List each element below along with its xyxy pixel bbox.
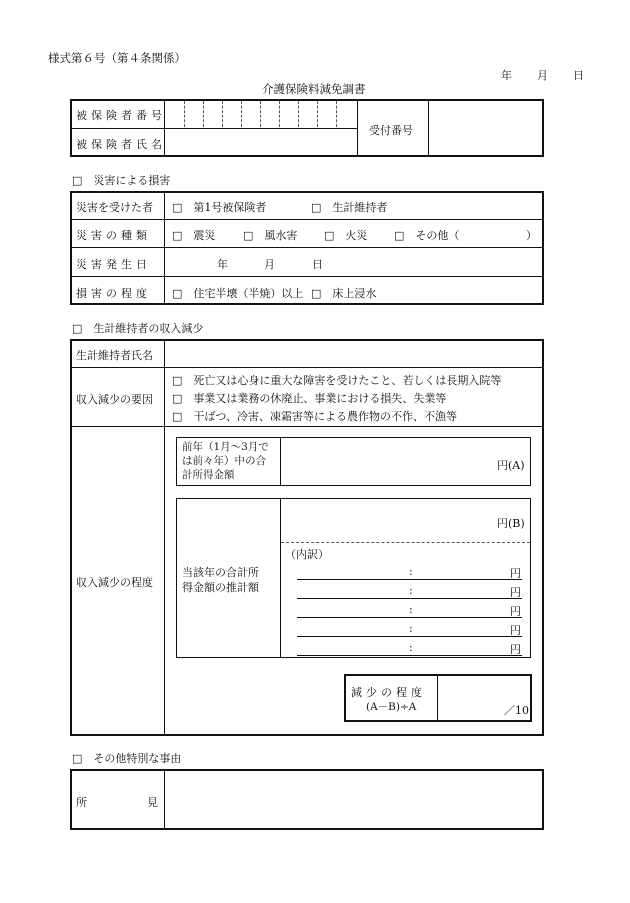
date-month: 月 xyxy=(537,69,548,82)
type-option-storm[interactable]: □ 風水害 xyxy=(243,229,298,242)
type-option-fire[interactable]: □ 火災 xyxy=(324,229,368,242)
insured-number-field[interactable] xyxy=(165,100,357,127)
receipt-number-label: 受付番号 xyxy=(369,124,413,137)
degree-option-halfdestroyed[interactable]: □ 住宅半壊（半焼）以上 xyxy=(172,287,304,300)
breakdown-unit: 円 xyxy=(510,624,521,637)
page-title: 介護保険料減免調書 xyxy=(262,82,366,96)
victim-option-supporter[interactable]: □ 生計維持者 xyxy=(311,201,388,214)
breakdown-unit: 円 xyxy=(510,643,521,656)
other-section-label: □ その他特別な事由 xyxy=(72,752,182,765)
current-unit: 円(B) xyxy=(497,517,525,530)
insured-name-label: 被保険者氏名 xyxy=(76,138,166,151)
prev-year-label-1: 前年（1月～3月で xyxy=(182,441,269,453)
disaster-date-month: 月 xyxy=(264,258,275,271)
opinion-label-1: 所 xyxy=(76,796,87,809)
date-label: 災害発生日 xyxy=(76,258,151,271)
insured-name-field[interactable] xyxy=(165,129,357,156)
breakdown-colon: : xyxy=(409,603,413,616)
breakdown-colon: : xyxy=(409,584,413,597)
degree-option-flood[interactable]: □ 床上浸水 xyxy=(311,287,377,300)
reduction-formula: (A－B)÷A xyxy=(366,701,417,713)
victim-label: 災害を受けた者 xyxy=(76,201,153,214)
opinion-field[interactable] xyxy=(166,771,542,828)
supporter-name-label: 生計維持者氏名 xyxy=(76,349,153,362)
disaster-date-day: 日 xyxy=(312,258,323,271)
income-section-label: □ 生計維持者の収入減少 xyxy=(72,322,204,335)
degree-label: 損害の程度 xyxy=(76,287,151,300)
type-option-earthquake[interactable]: □ 震災 xyxy=(172,229,216,242)
breakdown-unit: 円 xyxy=(510,605,521,618)
insured-number-label: 被保険者番号 xyxy=(76,109,166,122)
type-option-other[interactable]: □ その他（ xyxy=(394,229,460,242)
disaster-section-label: □ 災害による損害 xyxy=(72,174,171,187)
current-label-1: 当該年の合計所 xyxy=(182,566,259,579)
breakdown-unit: 円 xyxy=(510,567,521,580)
type-label: 災害の種類 xyxy=(76,229,151,242)
current-label-2: 得金額の推計額 xyxy=(182,581,259,594)
breakdown-colon: : xyxy=(409,641,413,654)
date-year: 年 xyxy=(501,69,512,82)
type-option-other-close: ） xyxy=(526,229,537,242)
receipt-number-field[interactable] xyxy=(429,100,542,155)
income-degree-label: 収入減少の程度 xyxy=(76,576,153,589)
date-day: 日 xyxy=(573,69,584,82)
cause-option-crop[interactable]: □ 干ばつ、冷害、凍霜害等による農作物の不作、不漁等 xyxy=(172,410,457,423)
prev-year-unit: 円(A) xyxy=(497,459,525,472)
breakdown-colon: : xyxy=(409,622,413,635)
breakdown-unit: 円 xyxy=(510,586,521,599)
supporter-name-field[interactable] xyxy=(165,340,542,366)
reduction-label: 減少の程度 xyxy=(351,686,426,699)
current-amount-field[interactable] xyxy=(281,499,481,541)
breakdown-label: （内訳） xyxy=(285,548,329,561)
opinion-label-2: 見 xyxy=(147,796,158,809)
form-number: 様式第６号（第４条関係） xyxy=(48,51,186,65)
cause-option-business[interactable]: □ 事業又は業務の休廃止、事業における損失、失業等 xyxy=(172,392,447,405)
cause-label: 収入減少の要因 xyxy=(76,393,153,406)
victim-option-insured[interactable]: □ 第1号被保険者 xyxy=(172,201,267,214)
cause-option-death[interactable]: □ 死亡又は心身に重大な障害を受けたこと、若しくは長期入院等 xyxy=(172,374,502,387)
disaster-date-year: 年 xyxy=(217,258,228,271)
prev-year-label-3: 計所得金額 xyxy=(182,469,235,481)
prev-year-label-2: は前々年）中の合 xyxy=(182,455,266,467)
reduction-unit: ／10 xyxy=(504,704,529,717)
breakdown-colon: : xyxy=(409,565,413,578)
prev-year-amount-field[interactable] xyxy=(281,438,481,485)
reduction-field[interactable] xyxy=(438,676,498,720)
